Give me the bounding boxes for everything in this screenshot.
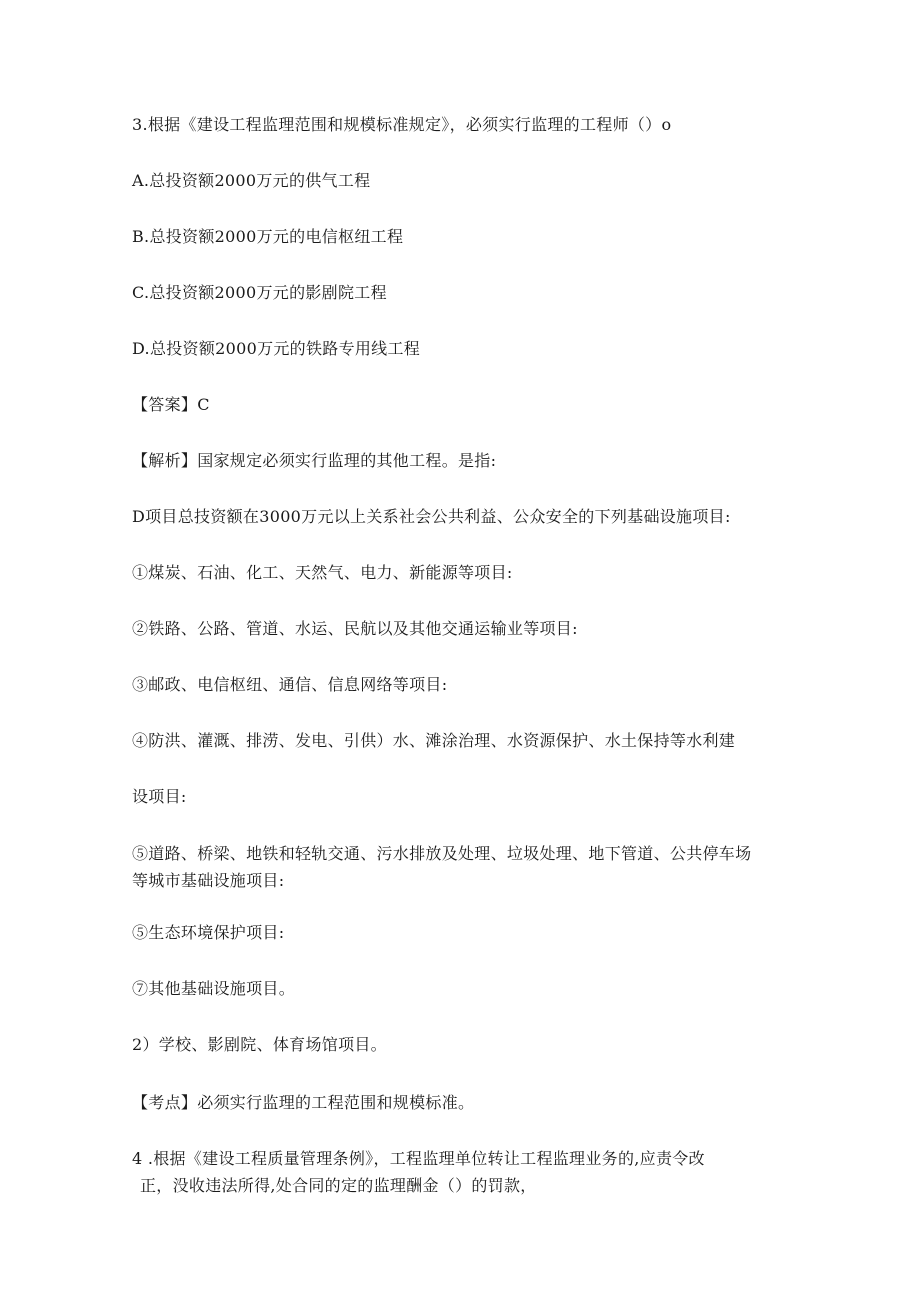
analysis-item-4-cont: 设项目:	[132, 787, 187, 806]
answer: 【答案】C	[132, 395, 210, 414]
question-4-stem	[132, 1145, 792, 1199]
analysis-title: 【解析】国家规定必须实行监理的其他工程。是指:	[132, 451, 497, 470]
key-point: 【考点】必须实行监理的工程范围和规模标准。	[132, 1093, 475, 1112]
analysis-item-3: ③邮政、电信枢纽、通信、信息网络等项目:	[132, 675, 448, 694]
analysis-item-5-line-2: 等城市基础设施项目:	[132, 871, 285, 890]
option-d: D.总投资额2000万元的铁路专用线工程	[132, 339, 421, 358]
analysis-item-5-line-1: ⑤道路、桥梁、地铁和轻轨交通、污水排放及处理、垃圾处理、地下管道、公共停车场	[132, 844, 752, 863]
analysis-item-5	[132, 840, 792, 894]
question-3-stem: 3.根据《建设工程监理范围和规模标准规定》，必须实行监理的工程师（）o	[132, 115, 672, 134]
analysis-item-6: ⑤生态环境保护项目:	[132, 923, 285, 942]
question-4-line-2: 正，没收违法所得,处合同的定的监理酬金（）的罚款，	[140, 1176, 537, 1195]
analysis-item-4: ④防洪、灌溉、排涝、发电、引供）水、滩涂治理、水资源保护、水土保持等水利建	[132, 731, 736, 750]
analysis-item-2-group: 2）学校、影剧院、体育场馆项目。	[132, 1035, 387, 1054]
analysis-item-7: ⑦其他基础设施项目。	[132, 979, 296, 998]
option-c: C.总投资额2000万元的影剧院工程	[132, 283, 387, 302]
question-4-line-1: 4 .根据《建设工程质量管理条例》，工程监理单位转让工程监理业务的,应责令改	[132, 1149, 705, 1168]
analysis-intro: D项目总技资额在3000万元以上关系社会公共利益、公众安全的下列基础设施项目:	[132, 507, 731, 526]
analysis-item-1: ①煤炭、石油、化工、天然气、电力、新能源等项目:	[132, 563, 513, 582]
option-b: B.总投资额2000万元的电信枢纽工程	[132, 227, 404, 246]
analysis-item-2: ②铁路、公路、管道、水运、民航以及其他交通运输业等项目:	[132, 619, 578, 638]
option-a: A.总投资额2000万元的供气工程	[132, 171, 371, 190]
